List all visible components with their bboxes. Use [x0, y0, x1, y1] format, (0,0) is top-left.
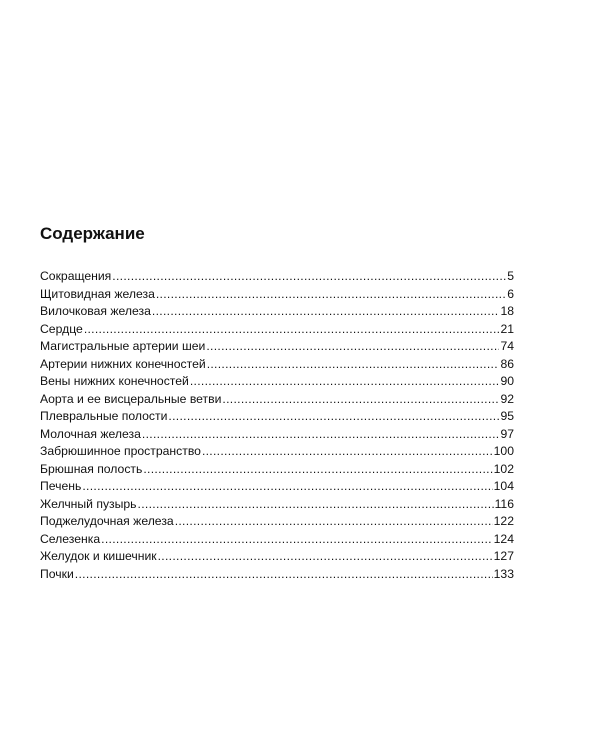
toc-entry-label: Аорта и ее висцеральные ветви	[40, 391, 222, 406]
toc-entry	[40, 496, 514, 514]
toc-entry	[40, 461, 514, 479]
toc-entry-page: 122	[493, 514, 514, 528]
toc-entry	[40, 443, 514, 461]
toc-entry-label: Брюшная полость	[40, 461, 143, 476]
toc-entry-page: 86	[500, 356, 514, 371]
toc-entry-label: Щитовидная железа	[40, 286, 155, 301]
dot-leader	[206, 338, 499, 356]
dot-leader	[82, 478, 492, 496]
toc-entry-page: 116	[494, 496, 514, 511]
toc-entry-label: Вены нижних конечностей	[40, 374, 189, 388]
toc-entry-label: Магистральные артерии шеи	[40, 339, 206, 353]
toc-entry	[40, 286, 514, 304]
dot-leader	[156, 286, 506, 304]
dot-leader	[101, 531, 493, 549]
dot-leader	[143, 461, 492, 479]
dot-leader	[207, 356, 500, 374]
toc-entry-page: 74	[500, 339, 514, 353]
toc-entry-label: Почки	[40, 566, 74, 581]
toc-entry-page: 97	[500, 426, 514, 441]
dot-leader	[175, 513, 493, 531]
toc-entry-label: Поджелудочная железа	[40, 514, 174, 528]
dot-leader	[142, 426, 500, 444]
toc-entry	[40, 373, 514, 391]
dot-leader	[84, 321, 500, 339]
toc-entry-page: 100	[493, 444, 514, 458]
toc-entry-page: 21	[500, 321, 514, 336]
toc-entry-page: 18	[500, 304, 514, 318]
dot-leader	[138, 496, 494, 514]
table-of-contents	[40, 268, 514, 583]
toc-entry-label: Артерии нижних конечностей	[40, 356, 206, 371]
dot-leader	[112, 268, 506, 286]
toc-entry	[40, 338, 514, 356]
toc-entry-page: 104	[493, 479, 514, 493]
toc-entry	[40, 391, 514, 409]
toc-entry-label: Сокращения	[40, 269, 112, 283]
toc-entry-page: 133	[493, 566, 514, 581]
toc-entry-page: 124	[493, 531, 514, 546]
toc-entry-page: 90	[500, 374, 514, 388]
toc-entry-label: Печень	[40, 479, 82, 493]
toc-entry	[40, 408, 514, 426]
toc-entry-page: 92	[500, 391, 514, 406]
toc-entry	[40, 356, 514, 374]
toc-entry	[40, 478, 514, 496]
toc-entry-label: Селезенка	[40, 531, 101, 546]
toc-entry	[40, 531, 514, 549]
toc-entry-page: 95	[500, 409, 514, 423]
toc-entry	[40, 566, 514, 584]
dot-leader	[222, 391, 499, 409]
toc-entry-label: Вилочковая железа	[40, 304, 151, 318]
toc-entry-label: Желудок и кишечник	[40, 549, 157, 563]
toc-entry-page: 127	[493, 549, 514, 563]
toc-entry-page: 6	[507, 286, 514, 301]
toc-entry	[40, 513, 514, 531]
dot-leader	[190, 373, 500, 391]
toc-entry-label: Сердце	[40, 321, 83, 336]
toc-entry-page: 102	[493, 461, 514, 476]
toc-entry	[40, 321, 514, 339]
toc-entry-label: Плевральные полости	[40, 409, 168, 423]
toc-entry	[40, 303, 514, 321]
dot-leader	[152, 303, 500, 321]
toc-entry-page: 5	[507, 269, 514, 283]
dot-leader	[202, 443, 493, 461]
dot-leader	[168, 408, 499, 426]
toc-title: Содержание	[40, 224, 145, 243]
toc-entry	[40, 426, 514, 444]
toc-entry-label: Желчный пузырь	[40, 496, 137, 511]
toc-entry	[40, 268, 514, 286]
toc-entry	[40, 548, 514, 566]
toc-entry-label: Забрюшинное пространство	[40, 444, 201, 458]
dot-leader	[158, 548, 493, 566]
toc-entry-label: Молочная железа	[40, 426, 141, 441]
dot-leader	[75, 566, 493, 584]
